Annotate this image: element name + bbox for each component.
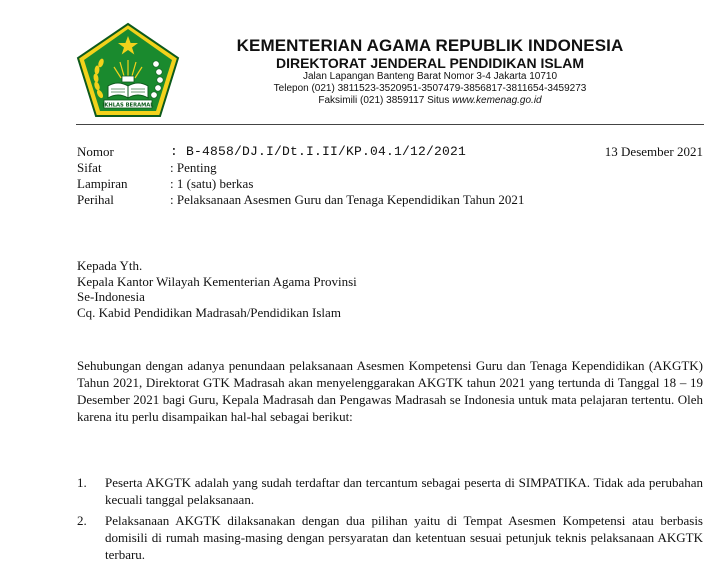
list-item-text: Pelaksanaan AKGTK dilaksanakan dengan dua pilihan yaitu di Tempat Asesmen Kompetensi atau berbasis domisili di rumah masing-masing dengan persyaratan dan ketentuan sesuai petunjuk teknis pelaksanaan AKGTK terbaru. xyxy=(105,513,703,562)
list-item-number: 1. xyxy=(77,475,87,490)
addressee-block xyxy=(77,258,357,320)
sifat-row xyxy=(77,160,703,176)
ministry-name: KEMENTERIAN AGAMA REPUBLIK INDONESIA xyxy=(236,36,624,55)
list-item xyxy=(77,512,703,563)
addressee-cq: Cq. Kabid Pendidikan Madrasah/Pendidikan Islam xyxy=(77,304,341,320)
perihal-value: : Pelaksanaan Asesmen Guru dan Tenaga Kependidikan Tahun 2021 xyxy=(170,192,525,207)
body-paragraph: Sehubungan dengan adanya penundaan pelaksanaan Asesmen Kompetensi Guru dan Tenaga Kependidikan (AKGTK) Tahun 2021, Direktorat GTK Madrasah akan menyelenggarakan AKGTK tahun 2021 yang tertunda di Tanggal 18 – 19 Desember 2021 bagi Guru, Kepala Madrasah dan Pengawas Madrasah se Indonesia untuk mata pelajaran tertentu. Oleh karena itu perlu disampaikan hal-hal sebagai berikut: xyxy=(77,358,703,424)
list-item-number: 2. xyxy=(77,513,87,528)
office-phone: Telepon (021) 3811523-3520951-3507479-3856817-3811654-3459273 xyxy=(273,83,587,94)
addressee-greeting: Kepada Yth. xyxy=(77,258,143,273)
letter-date: 13 Desember 2021 xyxy=(604,144,703,159)
body-list xyxy=(77,474,703,567)
list-item xyxy=(77,474,703,508)
letter-meta xyxy=(77,144,703,208)
website-link[interactable]: www.kemenag.go.id xyxy=(452,95,542,106)
list-item-text: Peserta AKGTK adalah yang sudah terdaftar dan tercantum sebagai peserta di SIMPATIKA. Tidak ada perubahan kecuali tanggal pelaksanaan. xyxy=(105,475,703,507)
letterhead xyxy=(180,36,680,107)
sifat-value: : Penting xyxy=(170,160,217,175)
kemenag-logo xyxy=(74,20,182,120)
addressee-region: Se-Indonesia xyxy=(77,289,145,304)
nomor-label: Nomor xyxy=(77,144,114,159)
office-address: Jalan Lapangan Banteng Barat Nomor 3-4 Jakarta 10710 xyxy=(302,71,558,82)
addressee-title: Kepala Kantor Wilayah Kementerian Agama Provinsi xyxy=(77,273,357,289)
logo-motto: IKHLAS BERAMAL xyxy=(102,102,154,109)
sifat-label: Sifat xyxy=(77,160,102,175)
office-fax: Faksimili (021) 3859117 Situs www.kemenag.go.id xyxy=(318,95,542,106)
lampiran-value: : 1 (satu) berkas xyxy=(170,176,254,191)
perihal-label: Perihal xyxy=(77,192,114,207)
lampiran-label: Lampiran xyxy=(77,176,128,191)
letterhead-divider xyxy=(76,124,704,125)
perihal-row xyxy=(77,192,703,208)
nomor-value: : B-4858/DJ.I/Dt.I.II/KP.04.1/12/2021 xyxy=(170,144,467,159)
lampiran-row xyxy=(77,176,703,192)
directorate-name: DIREKTORAT JENDERAL PENDIDIKAN ISLAM xyxy=(275,55,585,71)
